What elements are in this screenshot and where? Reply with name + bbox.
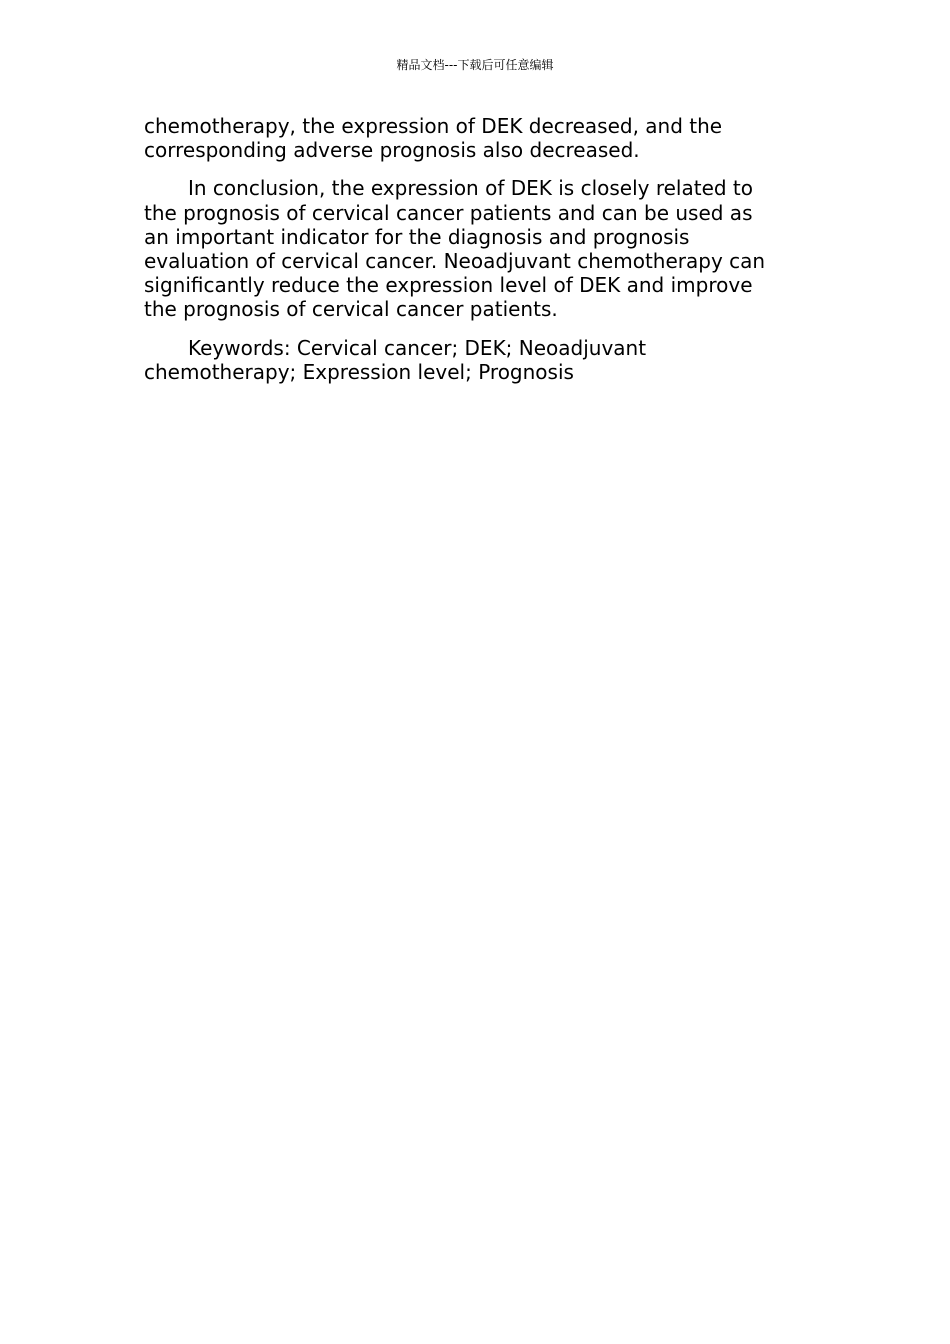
text-line: the prognosis of cervical cancer patients and can be used as	[144, 200, 753, 225]
text-line: chemotherapy; Expression level; Prognosis	[144, 359, 574, 384]
text-line: significantly reduce the expression level of DEK and improve	[144, 273, 753, 298]
paragraph-continuation	[144, 114, 806, 162]
text-line: evaluation of cervical cancer. Neoadjuvant chemotherapy can	[144, 249, 766, 274]
text-line: corresponding adverse prognosis also decreased.	[144, 138, 640, 163]
paragraph-conclusion	[144, 176, 806, 321]
text-line: an important indicator for the diagnosis and prognosis	[144, 224, 690, 249]
paragraph-keywords	[144, 336, 806, 384]
text-line: the prognosis of cervical cancer patients.	[144, 297, 558, 322]
header-text: 精品文档---下载后可任意编辑	[396, 58, 554, 72]
text-line: Keywords: Cervical cancer; DEK; Neoadjuvant	[188, 335, 647, 360]
text-line: chemotherapy, the expression of DEK decreased, and the	[144, 114, 723, 138]
document-body	[144, 114, 806, 398]
page-header	[0, 57, 950, 73]
text-line: In conclusion, the expression of DEK is closely related to	[188, 176, 754, 201]
